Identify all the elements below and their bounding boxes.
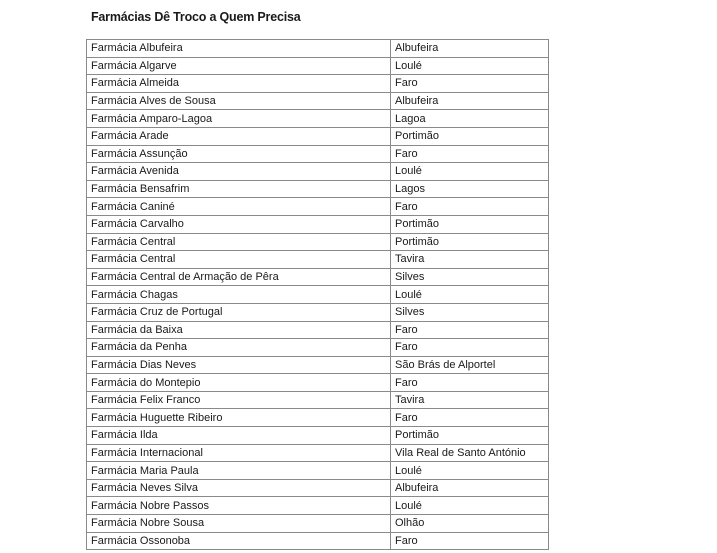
pharmacy-name-cell: Farmácia Amparo-Lagoa bbox=[87, 110, 391, 128]
pharmacy-name-cell: Farmácia da Baixa bbox=[87, 321, 391, 339]
table-row bbox=[87, 127, 549, 145]
city-cell: São Brás de Alportel bbox=[391, 356, 549, 374]
pharmacy-name-cell: Farmácia Alves de Sousa bbox=[87, 92, 391, 110]
table-row bbox=[87, 198, 549, 216]
table-row bbox=[87, 374, 549, 392]
table-row bbox=[87, 409, 549, 427]
city-cell: Loulé bbox=[391, 286, 549, 304]
city-cell: Albufeira bbox=[391, 92, 549, 110]
pharmacy-name-cell: Farmácia Central bbox=[87, 233, 391, 251]
table-row bbox=[87, 57, 549, 75]
city-cell: Silves bbox=[391, 303, 549, 321]
pharmacy-name-cell: Farmácia Caniné bbox=[87, 198, 391, 216]
city-cell: Portimão bbox=[391, 427, 549, 445]
pharmacy-name-cell: Farmácia Ilda bbox=[87, 427, 391, 445]
table-row bbox=[87, 286, 549, 304]
city-cell: Vila Real de Santo António bbox=[391, 444, 549, 462]
city-cell: Loulé bbox=[391, 497, 549, 515]
document-title: Farmácias Dê Troco a Quem Precisa bbox=[91, 10, 301, 24]
table-row bbox=[87, 268, 549, 286]
pharmacy-name-cell: Farmácia Albufeira bbox=[87, 40, 391, 58]
pharmacy-name-cell: Farmácia Avenida bbox=[87, 163, 391, 181]
table-row bbox=[87, 497, 549, 515]
table-row bbox=[87, 40, 549, 58]
pharmacy-name-cell: Farmácia Assunção bbox=[87, 145, 391, 163]
city-cell: Portimão bbox=[391, 215, 549, 233]
pharmacy-name-cell: Farmácia Nobre Sousa bbox=[87, 515, 391, 533]
city-cell: Lagos bbox=[391, 180, 549, 198]
pharmacy-name-cell: Farmácia Central de Armação de Pêra bbox=[87, 268, 391, 286]
table-row bbox=[87, 163, 549, 181]
pharmacy-name-cell: Farmácia Central bbox=[87, 251, 391, 269]
table-row bbox=[87, 233, 549, 251]
pharmacy-name-cell: Farmácia Bensafrim bbox=[87, 180, 391, 198]
table-row bbox=[87, 462, 549, 480]
pharmacy-name-cell: Farmácia Almeida bbox=[87, 75, 391, 93]
city-cell: Faro bbox=[391, 339, 549, 357]
city-cell: Albufeira bbox=[391, 479, 549, 497]
city-cell: Portimão bbox=[391, 233, 549, 251]
pharmacy-name-cell: Farmácia Ossonoba bbox=[87, 532, 391, 550]
pharmacy-name-cell: Farmácia Internacional bbox=[87, 444, 391, 462]
table-row bbox=[87, 215, 549, 233]
pharmacy-name-cell: Farmácia Maria Paula bbox=[87, 462, 391, 480]
pharmacy-table bbox=[86, 39, 549, 550]
pharmacy-name-cell: Farmácia Algarve bbox=[87, 57, 391, 75]
city-cell: Faro bbox=[391, 145, 549, 163]
table-row bbox=[87, 479, 549, 497]
table-row bbox=[87, 427, 549, 445]
pharmacy-name-cell: Farmácia Neves Silva bbox=[87, 479, 391, 497]
table-row bbox=[87, 110, 549, 128]
city-cell: Portimão bbox=[391, 127, 549, 145]
city-cell: Silves bbox=[391, 268, 549, 286]
city-cell: Faro bbox=[391, 374, 549, 392]
city-cell: Tavira bbox=[391, 251, 549, 269]
table-row bbox=[87, 444, 549, 462]
pharmacy-name-cell: Farmácia Arade bbox=[87, 127, 391, 145]
city-cell: Loulé bbox=[391, 462, 549, 480]
city-cell: Faro bbox=[391, 198, 549, 216]
table-row bbox=[87, 515, 549, 533]
city-cell: Faro bbox=[391, 321, 549, 339]
city-cell: Tavira bbox=[391, 391, 549, 409]
city-cell: Faro bbox=[391, 75, 549, 93]
table-row bbox=[87, 356, 549, 374]
table-row bbox=[87, 321, 549, 339]
table-row bbox=[87, 391, 549, 409]
table-row bbox=[87, 75, 549, 93]
pharmacy-name-cell: Farmácia da Penha bbox=[87, 339, 391, 357]
table-row bbox=[87, 303, 549, 321]
pharmacy-name-cell: Farmácia Dias Neves bbox=[87, 356, 391, 374]
pharmacy-name-cell: Farmácia Carvalho bbox=[87, 215, 391, 233]
city-cell: Faro bbox=[391, 532, 549, 550]
pharmacy-name-cell: Farmácia Cruz de Portugal bbox=[87, 303, 391, 321]
pharmacy-name-cell: Farmácia Chagas bbox=[87, 286, 391, 304]
pharmacy-name-cell: Farmácia Felix Franco bbox=[87, 391, 391, 409]
table-row bbox=[87, 92, 549, 110]
table-row bbox=[87, 251, 549, 269]
table-row bbox=[87, 532, 549, 550]
pharmacy-name-cell: Farmácia Nobre Passos bbox=[87, 497, 391, 515]
city-cell: Olhão bbox=[391, 515, 549, 533]
city-cell: Loulé bbox=[391, 57, 549, 75]
table-row bbox=[87, 145, 549, 163]
city-cell: Faro bbox=[391, 409, 549, 427]
city-cell: Lagoa bbox=[391, 110, 549, 128]
pharmacy-name-cell: Farmácia do Montepio bbox=[87, 374, 391, 392]
city-cell: Loulé bbox=[391, 163, 549, 181]
table-row bbox=[87, 339, 549, 357]
table-row bbox=[87, 180, 549, 198]
city-cell: Albufeira bbox=[391, 40, 549, 58]
pharmacy-name-cell: Farmácia Huguette Ribeiro bbox=[87, 409, 391, 427]
